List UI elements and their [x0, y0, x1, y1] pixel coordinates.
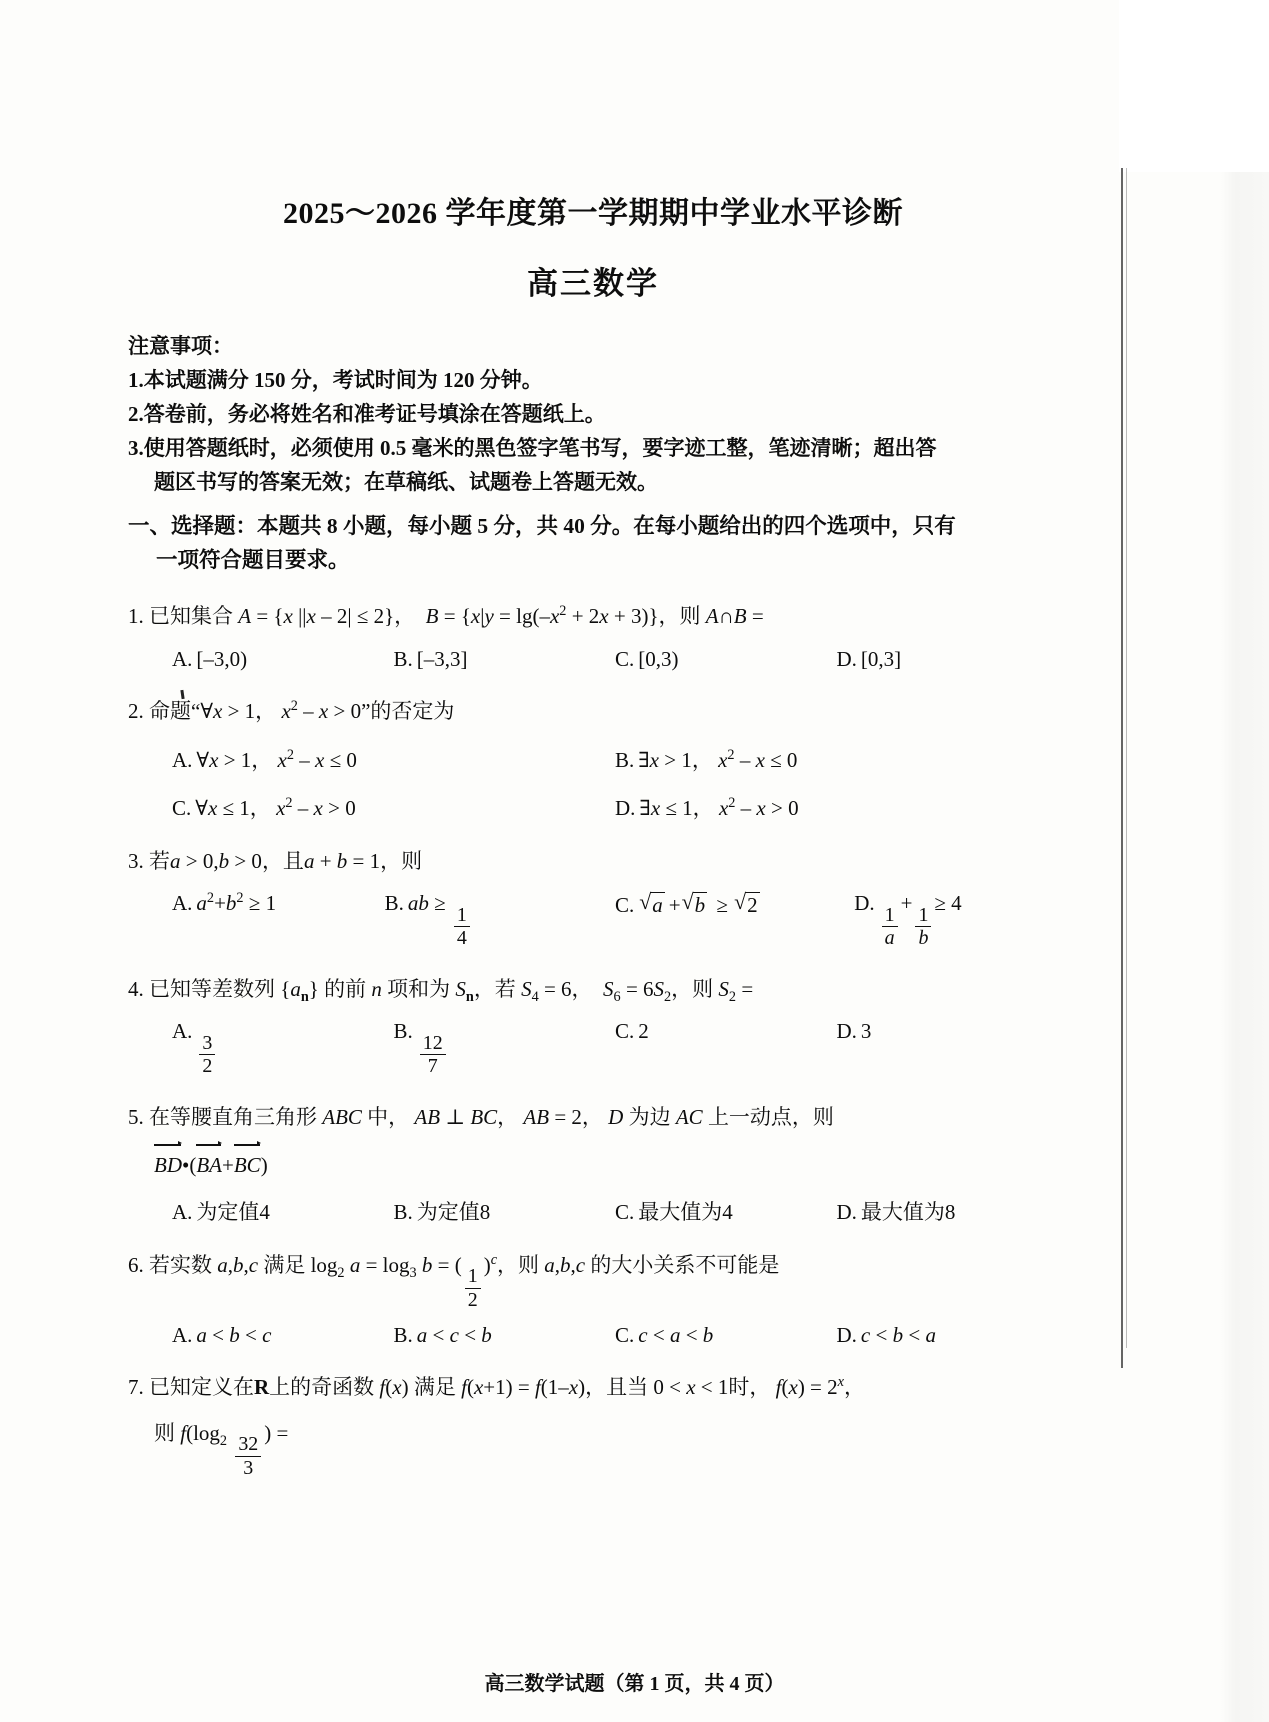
- question-1-option-c[interactable]: C. [0,3): [615, 647, 679, 672]
- question-4-stem-c: 项和为: [387, 976, 451, 1001]
- question-2-options-row2: [128, 792, 1058, 822]
- question-5-option-d[interactable]: D. 最大值为8: [836, 1199, 956, 1224]
- question-5-option-b[interactable]: B. 为定值8: [393, 1199, 491, 1224]
- question-5-options: [128, 1196, 1058, 1226]
- question-2-option-a[interactable]: A. ∀x > 1， $x^2 - x \le 0$: [172, 746, 357, 772]
- notice-heading: 注意事项：: [128, 334, 233, 358]
- question-3-option-b[interactable]: B. ab ≥ $\frac{1}{4}$: [385, 891, 615, 949]
- section-heading: [128, 509, 1058, 578]
- question-3-stem-a: 若: [149, 848, 170, 873]
- question-5-stem-c: ，: [497, 1104, 519, 1129]
- scan-edge-shadow: [1221, 0, 1269, 1722]
- question-2-number: 2.: [128, 699, 144, 724]
- section-heading-line1: 一、选择题：本题共 8 小题，每小题 5 分，共 40 分。在每小题给出的四个选项中，只有: [128, 513, 956, 538]
- question-3-text: 3. 若a > 0,b > 0，且a + b = 1，则: [128, 848, 423, 873]
- question-4-option-b[interactable]: B. $\frac{12}{7}$: [394, 1019, 616, 1077]
- question-3-option-d[interactable]: D. $\frac{1}{a}$ + $\frac{1}{b}$ ≥ 4: [854, 891, 962, 950]
- question-3: [128, 844, 1058, 880]
- question-2: [128, 694, 1058, 730]
- subject-title: 高三数学: [527, 266, 659, 301]
- question-7-number: 7.: [128, 1375, 144, 1400]
- question-3-option-c[interactable]: C. √ a + √ b ≥ √ 2: [615, 891, 854, 918]
- question-2-option-b[interactable]: B. ∃x > 1， $x^2 - x \le 0$: [615, 746, 798, 772]
- question-5-text: 5. 在等腰直角三角形 ABC 中， AB ⊥ BC， AB = 2， D 为边 AC 上一动点，则: [128, 1104, 834, 1129]
- question-1: [128, 599, 1058, 635]
- question-6: [128, 1248, 1058, 1311]
- scan-gray-line: [1126, 168, 1127, 1348]
- question-1-stem-b: ，则: [658, 604, 701, 629]
- question-1-option-b[interactable]: B. [–3,3]: [393, 647, 468, 672]
- question-7-stem-c: 满足: [413, 1375, 456, 1400]
- question-4-option-d[interactable]: D. 3: [836, 1019, 872, 1044]
- question-7-stem-f: ，: [844, 1375, 865, 1400]
- question-4: [128, 972, 1058, 1008]
- question-1-number: 1.: [128, 604, 144, 629]
- question-4-option-c[interactable]: C. 2: [615, 1019, 649, 1044]
- question-5-stem-f: 上一动点，则: [707, 1104, 834, 1129]
- question-4-stem-d: ，若: [473, 976, 516, 1001]
- question-4-stem-b: 的前: [324, 976, 367, 1001]
- notice-item-2: 2.答卷前，务必将姓名和准考证号填涂在答题纸上。: [128, 401, 606, 426]
- question-5: [128, 1100, 1058, 1184]
- question-2-option-c[interactable]: C. ∀x ≤ 1， $x^2 - x > 0$: [172, 794, 356, 820]
- question-3-stem-c: ，则: [380, 848, 423, 873]
- notice-item-3-cont: 题区书写的答案无效；在草稿纸、试题卷上答题无效。: [154, 469, 658, 494]
- question-6-option-a[interactable]: A. a < b < c: [172, 1323, 272, 1348]
- question-5-vector-expression: BD•(BA+BC): [128, 1145, 1058, 1184]
- question-7-stem-g: 则: [154, 1420, 175, 1445]
- question-6-stem-c: ，则: [497, 1252, 540, 1277]
- question-7-stem-e: 时，: [728, 1375, 771, 1400]
- question-6-stem-a: 若实数: [149, 1252, 212, 1277]
- question-4-stem-a: 已知等差数列: [149, 976, 275, 1001]
- section-heading-line2: 一项符合题目要求。: [156, 547, 350, 572]
- question-7-stem-b: 上的奇函数: [269, 1375, 375, 1400]
- question-4-options: [128, 1019, 1058, 1077]
- question-1-options: [128, 647, 1058, 672]
- question-1-option-d[interactable]: D. [0,3]: [836, 647, 902, 672]
- question-2-stem-a: 命题“: [149, 699, 201, 724]
- question-4-number: 4.: [128, 976, 144, 1001]
- question-6-number: 6.: [128, 1252, 144, 1277]
- question-7-text: 7. 已知定义在R上的奇函数 f(x) 满足 f(x+1) = f(1–x)，且当 0 < x < 1时， $f(x) = 2^x$，: [128, 1374, 865, 1400]
- question-5-stem-b: 中，: [367, 1104, 410, 1129]
- question-6-stem-d: 的大小关系不可能是: [590, 1252, 780, 1277]
- question-3-number: 3.: [128, 848, 144, 873]
- question-5-option-c[interactable]: C. 最大值为4: [615, 1199, 733, 1224]
- question-5-stem-e: 为边: [628, 1104, 671, 1129]
- question-5-option-a[interactable]: A. 为定值4: [172, 1199, 270, 1224]
- question-7-expression: 则 $f(\log_2$ $\frac{32}{3}$ ) =: [154, 1420, 289, 1479]
- scan-corner-white: [1119, 0, 1269, 172]
- question-1-text: 1. 已知集合 A = {x ||x – 2| ≤ 2}， $B = \{x|y = \lg(-x^2 + 2x + 3)\}$，则 A∩B =: [128, 603, 764, 629]
- question-1-option-a[interactable]: A. [–3,0): [172, 647, 248, 672]
- question-6-option-b[interactable]: B. a < c < b: [393, 1323, 492, 1348]
- question-3-options: [128, 891, 1058, 949]
- question-7-stem-a: 已知定义在: [149, 1375, 254, 1400]
- question-2-options-row1: [128, 744, 1058, 774]
- question-6-option-d[interactable]: D. c < b < a: [836, 1323, 936, 1348]
- page-footer: 高三数学试题（第 1 页，共 4 页）: [484, 1673, 785, 1695]
- question-6-text: 6. 若实数 a,b,c 满足 $\log_2 a = \log_3 b$ = ( $\frac{1}{2}$ )$^c$，则 a,b,c 的大小关系不可能是: [128, 1251, 780, 1311]
- question-2-stem-b: ”的否定为: [361, 699, 455, 724]
- question-4-stem-e: ，则: [671, 976, 714, 1001]
- question-4-text: 4. 已知等差数列 $\{a_n\}$ 的前 n 项和为 $S_n$，若 $S_4 = 6$， $S_6 = 6S_2$，则 $S_2$ =: [128, 976, 754, 1005]
- question-4-option-a[interactable]: A. $\frac{3}{2}$: [172, 1019, 394, 1077]
- notice-item-1: 1.本试题满分 150 分，考试时间为 120 分钟。: [128, 367, 543, 392]
- question-6-stem-b: 满足: [263, 1252, 306, 1277]
- question-3-stem-b: ，且: [261, 848, 304, 873]
- question-5-number: 5.: [128, 1104, 144, 1129]
- question-7: [128, 1370, 1058, 1479]
- question-7-stem-d: ，且当: [585, 1375, 649, 1400]
- question-2-text: 2. 命题“∀x > 1， $x^2 - x > 0$”的否定为: [128, 698, 455, 724]
- question-2-option-d[interactable]: D. ∃x ≤ 1， $x^2 - x > 0$: [615, 794, 799, 820]
- notice-item-3: 3.使用答题纸时，必须使用 0.5 毫米的黑色签字笔书写，要字迹工整，笔迹清晰；超出答: [128, 435, 937, 460]
- question-5-stem-d: ，: [581, 1104, 603, 1129]
- question-6-options: [128, 1323, 1058, 1348]
- page-title: 2025～2026 学年度第一学期期中学业水平诊断: [283, 197, 903, 230]
- document-content: [128, 0, 1058, 1479]
- question-5-stem-a: 在等腰直角三角形: [149, 1104, 317, 1129]
- question-1-stem-a: 已知集合: [149, 604, 233, 629]
- question-3-option-a[interactable]: A. $a^2+b^2 \ge 1$: [172, 890, 277, 916]
- question-6-option-c[interactable]: C. c < a < b: [615, 1323, 714, 1348]
- scan-dark-line: [1121, 168, 1123, 1368]
